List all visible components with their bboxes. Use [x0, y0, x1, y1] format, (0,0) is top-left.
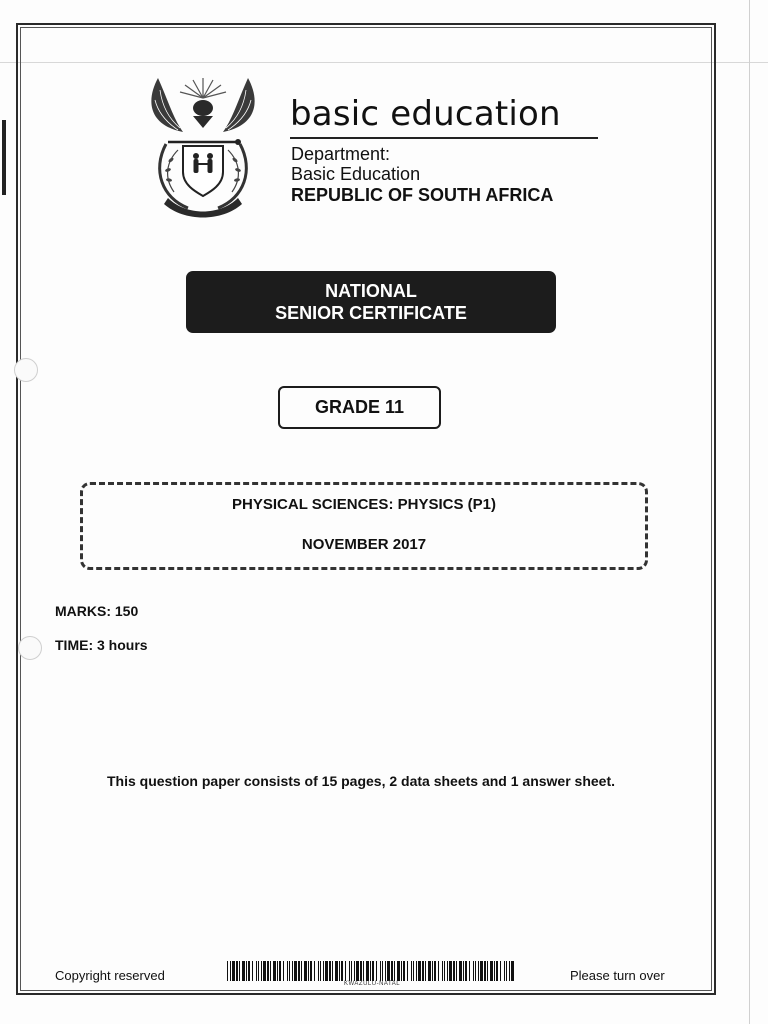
- barcode-bar: [418, 961, 421, 981]
- barcode-bar: [292, 961, 293, 981]
- barcode-bar: [370, 961, 371, 981]
- barcode-bar: [308, 961, 309, 981]
- barcode-bar: [261, 961, 262, 981]
- barcode-bar: [283, 961, 284, 981]
- barcode-bar: [273, 961, 276, 981]
- barcode-bar: [403, 961, 405, 981]
- scan-mark: [2, 120, 6, 195]
- paper-composition-note: This question paper consists of 15 pages, 2 data sheets and 1 answer sheet.: [106, 773, 616, 789]
- certificate-line-2: SENIOR CERTIFICATE: [275, 303, 467, 323]
- barcode-bar: [509, 961, 510, 981]
- certificate-banner: [186, 271, 556, 333]
- barcode-bar: [236, 961, 238, 981]
- barcode-bar: [459, 961, 462, 981]
- marks-total: MARKS: 150: [55, 603, 139, 619]
- barcode-bar: [407, 961, 408, 981]
- scan-edge-right: [749, 0, 750, 1024]
- barcode-bar: [438, 961, 439, 981]
- barcode-bar: [277, 961, 278, 981]
- barcode-bar: [484, 961, 486, 981]
- barcode-bar: [301, 961, 302, 981]
- time-allowed: TIME: 3 hours: [55, 637, 148, 653]
- barcode-bar: [332, 961, 333, 981]
- barcode-bar: [401, 961, 402, 981]
- barcode-bar: [252, 961, 253, 981]
- barcode-label: KWAZULU-NATAL: [343, 981, 401, 987]
- certificate-line-1: NATIONAL: [325, 281, 417, 301]
- barcode-bar: [496, 961, 498, 981]
- barcode-bar: [376, 961, 377, 981]
- barcode-bar: [323, 961, 324, 981]
- barcode-bar: [289, 961, 290, 981]
- barcode-bar: [314, 961, 315, 981]
- barcode-bar: [339, 961, 340, 981]
- barcode-bar: [230, 961, 231, 981]
- barcode-bar: [391, 961, 393, 981]
- barcode-bar: [456, 961, 457, 981]
- barcode-bar: [258, 961, 259, 981]
- barcode-bar: [387, 961, 390, 981]
- barcode-bar: [310, 961, 312, 981]
- barcode-bar: [227, 961, 228, 981]
- barcode-bar: [475, 961, 476, 981]
- barcode-bar: [473, 961, 474, 981]
- barcode-bar: [341, 961, 343, 981]
- barcode-bar: [294, 961, 297, 981]
- country-name: REPUBLIC OF SOUTH AFRICA: [291, 185, 554, 205]
- exam-session: NOVEMBER 2017: [301, 536, 427, 553]
- barcode-bar: [500, 961, 501, 981]
- barcode-bar: [356, 961, 359, 981]
- barcode-bar: [416, 961, 417, 981]
- barcode-bar: [411, 961, 412, 981]
- barcode-bar: [478, 961, 479, 981]
- barcode-bar: [349, 961, 350, 981]
- barcode-bar: [380, 961, 381, 981]
- barcode-bar: [449, 961, 452, 981]
- barcode-bar: [320, 961, 321, 981]
- barcode-bar: [506, 961, 507, 981]
- department-label: Department:: [291, 144, 391, 164]
- coat-of-arms-icon: [138, 70, 268, 220]
- barcode-bar: [469, 961, 470, 981]
- brand-underline: [290, 137, 598, 139]
- subject-title: PHYSICAL SCIENCES: PHYSICS (P1): [232, 496, 496, 513]
- punch-hole-upper: [14, 358, 38, 382]
- barcode-bar: [270, 961, 271, 981]
- barcode-bar: [480, 961, 483, 981]
- barcode-bar: [335, 961, 338, 981]
- barcode-bar: [453, 961, 455, 981]
- barcode-bar: [242, 961, 245, 981]
- barcode-bar: [366, 961, 369, 981]
- copyright-notice: Copyright reserved: [55, 968, 165, 983]
- barcode-icon: [227, 961, 517, 981]
- barcode-bar: [490, 961, 493, 981]
- barcode-bar: [304, 961, 307, 981]
- barcode-bar: [318, 961, 319, 981]
- barcode-bar: [413, 961, 414, 981]
- department-name: Basic Education: [291, 164, 421, 184]
- barcode-bar: [447, 961, 448, 981]
- brand-title: basic education: [290, 94, 561, 134]
- barcode-bar: [422, 961, 424, 981]
- barcode-bar: [246, 961, 247, 981]
- barcode-bar: [382, 961, 383, 981]
- barcode-bar: [354, 961, 355, 981]
- barcode-bar: [279, 961, 281, 981]
- barcode-bar: [487, 961, 488, 981]
- barcode-bar: [329, 961, 331, 981]
- barcode-bar: [325, 961, 328, 981]
- barcode-bar: [504, 961, 505, 981]
- barcode-bar: [248, 961, 250, 981]
- barcode-bar: [267, 961, 269, 981]
- barcode-bar: [444, 961, 445, 981]
- barcode-bar: [434, 961, 436, 981]
- barcode-bar: [394, 961, 395, 981]
- barcode-bar: [287, 961, 288, 981]
- barcode-bar: [463, 961, 464, 981]
- barcode-bar: [298, 961, 300, 981]
- grade-label: GRADE 11: [278, 386, 441, 429]
- barcode-bar: [397, 961, 400, 981]
- barcode-bar: [239, 961, 240, 981]
- barcode-bar: [465, 961, 467, 981]
- barcode-bar: [428, 961, 431, 981]
- barcode-bar: [345, 961, 346, 981]
- barcode-bar: [442, 961, 443, 981]
- barcode-bar: [232, 961, 235, 981]
- barcode-bar: [432, 961, 433, 981]
- barcode-bar: [385, 961, 386, 981]
- barcode-bar: [360, 961, 362, 981]
- barcode-bar: [263, 961, 266, 981]
- punch-hole-lower: [18, 636, 42, 660]
- turn-over-notice: Please turn over: [570, 968, 665, 983]
- barcode-bar: [372, 961, 374, 981]
- barcode-bar: [511, 961, 514, 981]
- barcode-bar: [351, 961, 352, 981]
- barcode-bar: [256, 961, 257, 981]
- barcode-bar: [363, 961, 364, 981]
- barcode-bar: [425, 961, 426, 981]
- barcode-bar: [494, 961, 495, 981]
